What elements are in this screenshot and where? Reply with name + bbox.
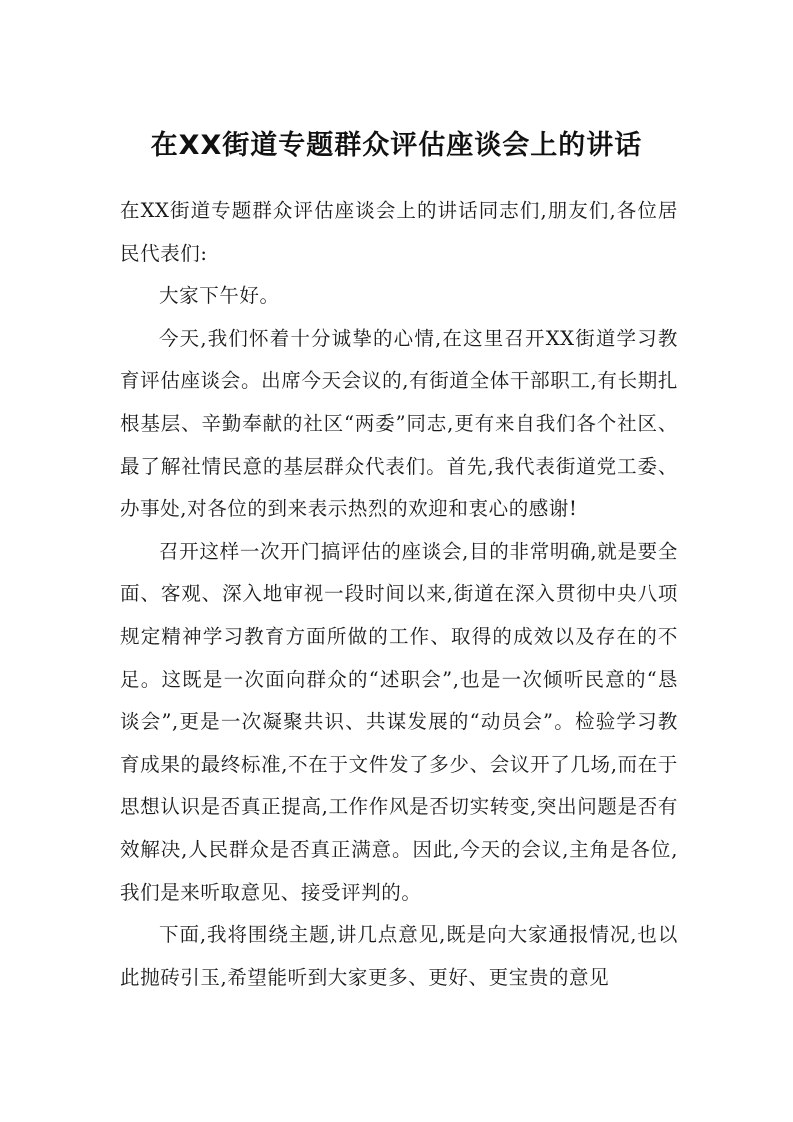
paragraph-purpose: 召开这样一次开门搞评估的座谈会,目的非常明确,就是要全面、客观、深入地审视一段时间以来,街道在深入贯彻中央八项规定精神学习教育方面所做的工作、取得的成效以及存在的不足。这既是一次面向群众的“述职会”,也是一次倾听民意的“恳谈会”,更是一次凝聚共识、共谋发展的“动员会”。检验学习教育成果的最终标准,不在于文件发了多少、会议开了几场,而在于思想认识是否真正提高,工作作风是否切实转变,突出问题是否有效解决,人民群众是否真正满意。因此,今天的会议,主角是各位,我们是来听取意见、接受评判的。 bbox=[120, 539, 678, 904]
paragraph-hello: 大家下午好。 bbox=[159, 284, 280, 308]
paragraph-outline: 下面,我将围绕主题,讲几点意见,既是向大家通报情况,也以此抛砖引玉,希望能听到大家更多、更好、更宝贵的意见 bbox=[120, 923, 678, 989]
paragraph-greeting: 在XX街道专题群众评估座谈会上的讲话同志们,朋友们,各位居民代表们: bbox=[120, 199, 678, 265]
paragraph-opening: 今天,我们怀着十分诚挚的心情,在这里召开XX街道学习教育评估座谈会。出席今天会议的,有街道全体干部职工,有长期扎根基层、辛勤奉献的社区“两委”同志,更有来自我们各个社区、最了解社情民意的基层群众代表们。首先,我代表街道党工委、办事处,对各位的到来表示热烈的欢迎和衷心的感谢! bbox=[120, 326, 678, 521]
document-title: 在XX街道专题群众评估座谈会上的讲话 bbox=[150, 130, 643, 161]
document-body bbox=[120, 190, 678, 999]
